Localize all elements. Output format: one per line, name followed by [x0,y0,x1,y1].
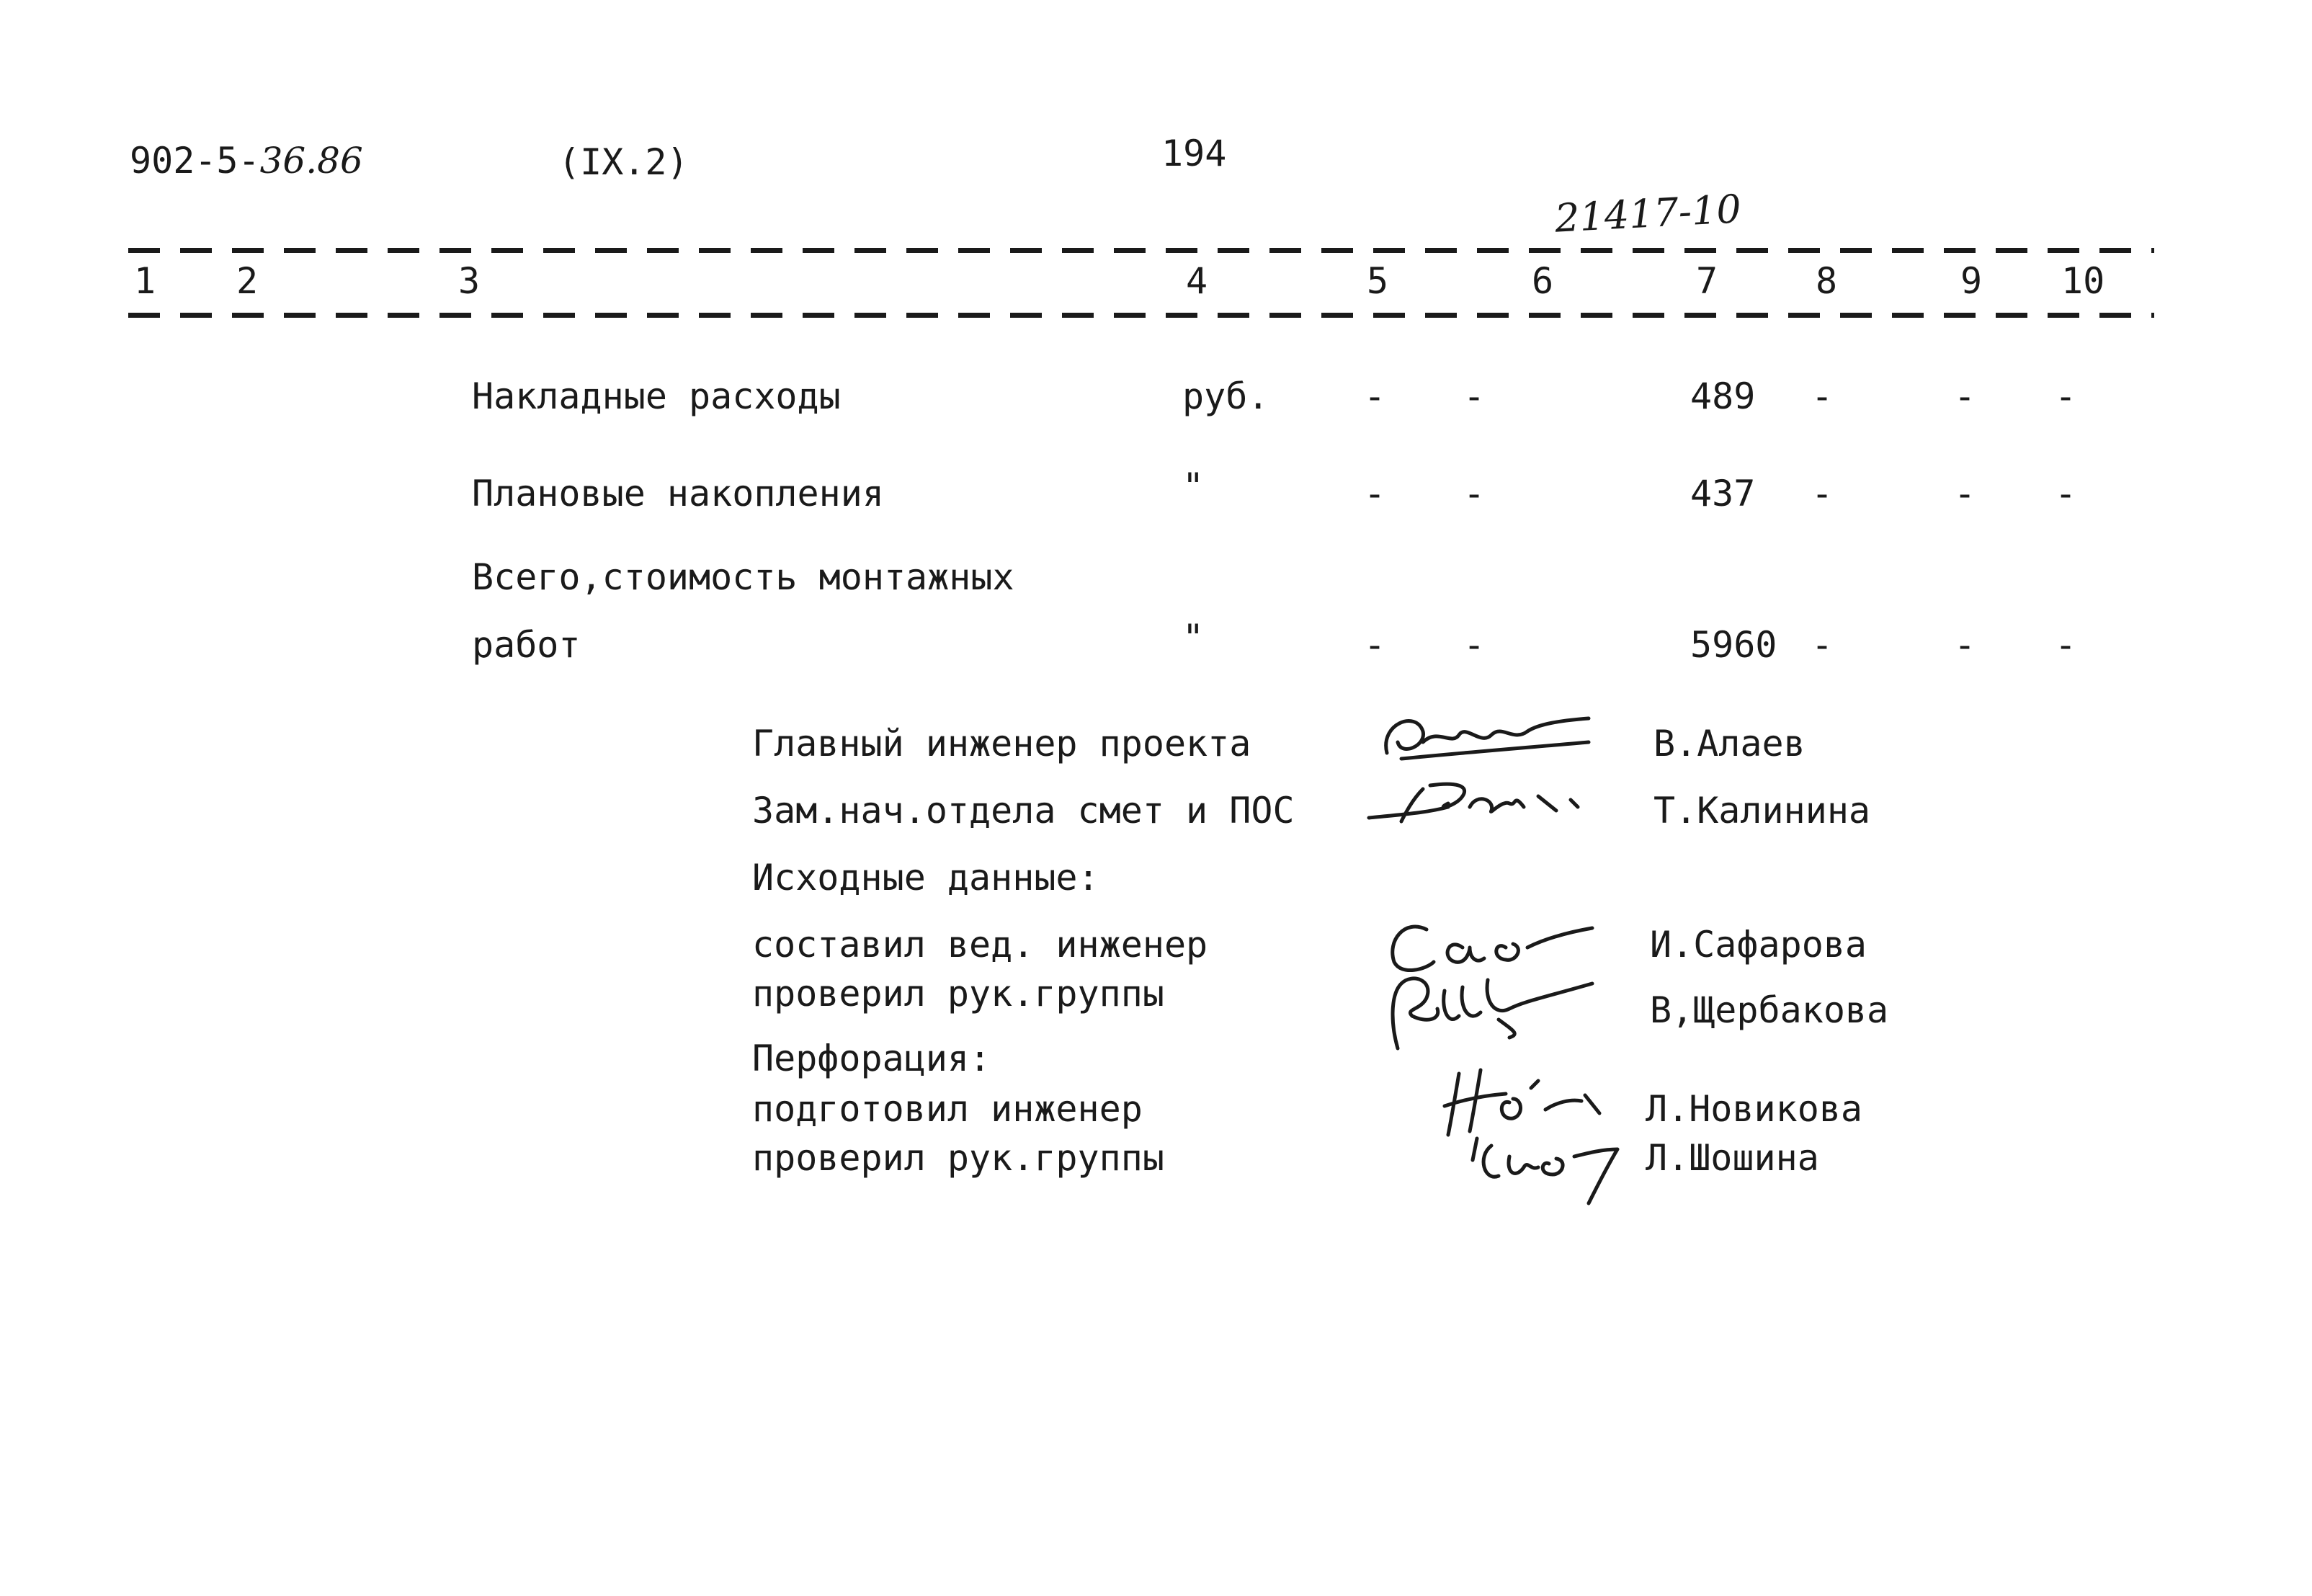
column-number: 2 [236,260,259,302]
row-name-line1: Всего,стоимость монтажных [472,556,1014,598]
document-code-prefix: 902-5- [130,140,260,182]
row-col5: - [1364,473,1386,514]
row-col7: 489 [1690,375,1756,417]
role-prepared: подготовил инженер [752,1088,1143,1130]
row-col6: - [1463,375,1486,417]
role-chief-engineer: Главный инженер проекта [752,723,1251,764]
row-col7: 5960 [1690,624,1777,666]
header-rule-bottom [128,313,2154,318]
row-unit: руб. [1182,375,1269,417]
name-checked: В,Щербакова [1650,989,1889,1031]
perforation-heading: Перфорация: [752,1038,991,1079]
signature-kalinina-icon [1362,771,1599,843]
section-code: (IX.2) [558,141,689,183]
signature-shoshina-icon [1448,1124,1628,1211]
row-col10: - [2055,624,2077,666]
row-col5: - [1364,375,1386,417]
name-prepared: Л.Новикова [1646,1088,1863,1130]
row-col9: - [1954,624,1976,666]
row-col6: - [1463,624,1486,666]
row-col5: - [1364,624,1386,666]
row-col10: - [2055,375,2077,417]
row-col8: - [1811,624,1834,666]
column-number: 10 [2061,260,2105,302]
document-code-suffix: 36.86 [259,140,363,182]
role-compiled: составил вед. инженер [752,924,1208,966]
row-name: Накладные расходы [472,375,841,417]
source-data-heading: Исходные данные: [752,857,1099,899]
name-checked2: Л.Шошина [1646,1137,1819,1179]
row-col8: - [1811,375,1834,417]
column-number: 1 [134,260,156,302]
role-deputy-head: Зам.нач.отдела смет и ПОС [752,790,1295,832]
row-name-line2: работ [472,624,581,666]
name-chief-engineer: В.Алаев [1653,723,1806,764]
role-checked: проверил рук.группы [752,973,1164,1015]
column-number: 6 [1532,260,1554,302]
row-col10: - [2055,473,2077,514]
page-number: 194 [1161,133,1227,174]
name-deputy-head: Т.Калинина [1653,790,1871,832]
row-col9: - [1954,473,1976,514]
column-number: 8 [1816,260,1838,302]
signature-alaev-icon [1373,703,1603,775]
row-col8: - [1811,473,1834,514]
inventory-number: 21417-10 [1553,186,1743,241]
row-col9: - [1954,375,1976,417]
document-code [130,140,363,182]
column-number: 7 [1696,260,1718,302]
row-col7: 437 [1690,473,1756,514]
row-name: Плановые накопления [472,473,884,514]
column-number: 9 [1960,260,1983,302]
name-compiled: И.Сафарова [1650,924,1867,966]
column-number: 4 [1186,260,1208,302]
role-checked2: проверил рук.группы [752,1137,1164,1179]
column-number: 5 [1367,260,1389,302]
row-unit: " [1182,617,1205,659]
row-unit: " [1182,465,1205,507]
header-rule-top [128,248,2154,253]
signature-shcherbakova-icon [1369,966,1607,1059]
column-number: 3 [458,260,481,302]
row-col6: - [1463,473,1486,514]
